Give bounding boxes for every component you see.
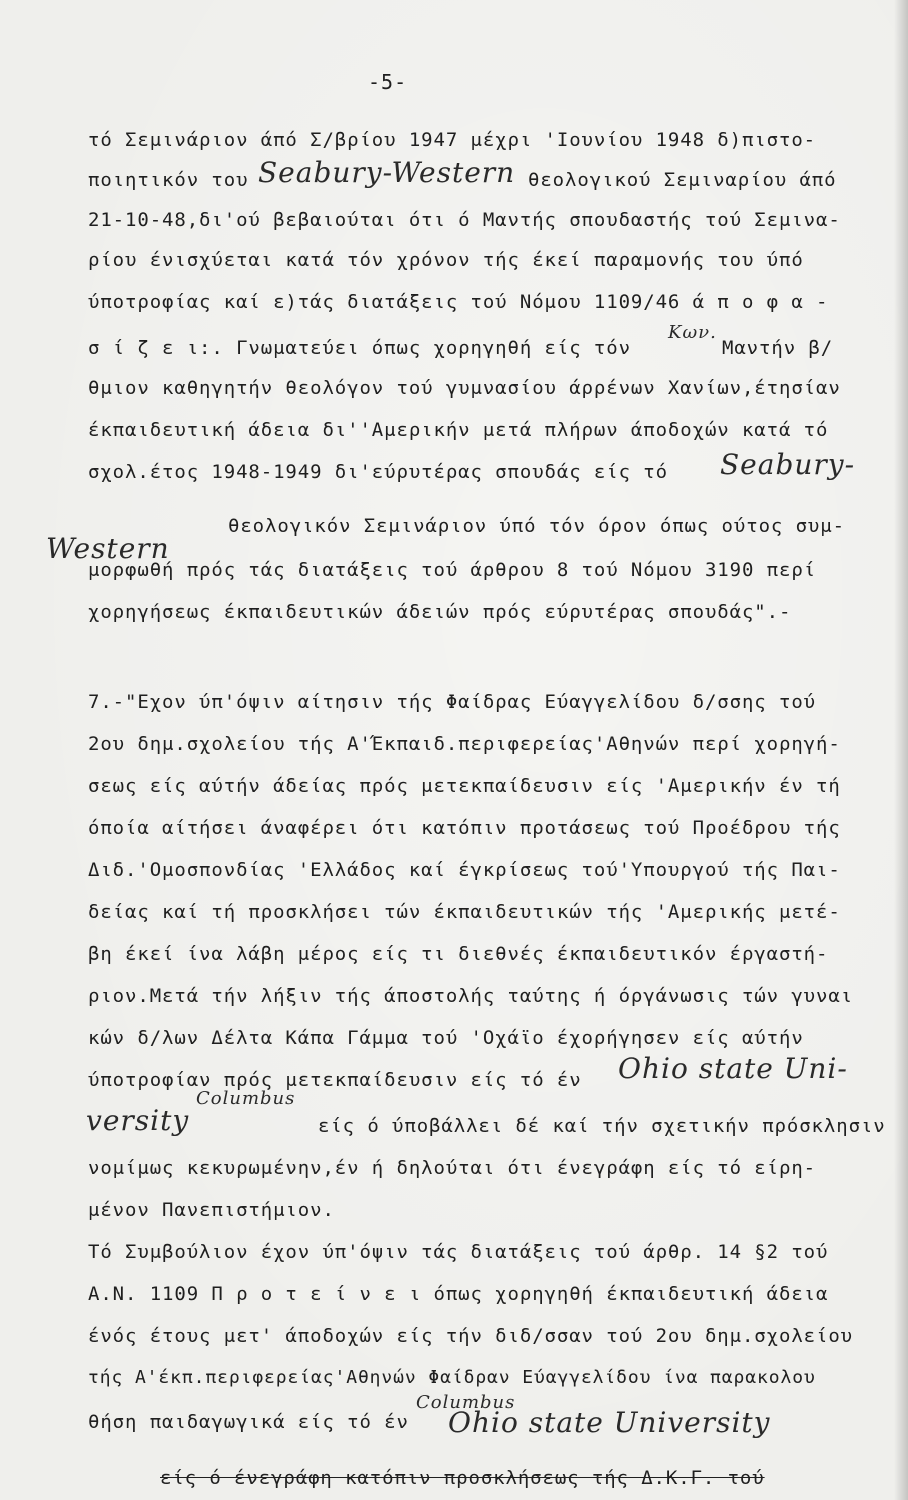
handwritten-columbus-2: Columbus: [416, 1392, 516, 1413]
text-line-2-start: ποιητικόν του: [88, 169, 249, 191]
text-line-6: σ ί ζ ε ι:. Γνωματεύει όπως χορηγηθή είς τόν: [88, 337, 631, 359]
text-line-29: τής Α'έκπ.περιφερείας'Αθηνών Φαίδραν Εύαγγελίδου ίνα παρακολου: [88, 1367, 816, 1388]
text-line-8: έκπαιδευτική άδεια δι''Αμερικήν μετά πλήρων άποδοχών κατά τό: [88, 419, 829, 441]
text-line-4: ρίου ένισχύεται κατά τόν χρόνον τής έκεί παραμονής του ύπό: [88, 249, 804, 271]
handwritten-seabury-2: Seabury-: [720, 448, 856, 481]
text-line-17: Διδ.'Ομοσπονδίας 'Ελλάδος καί έγκρίσεως τού'Υπουργού τής Παι-: [88, 859, 841, 881]
text-line-5: ύποτροφίας καί ε)τάς διατάξεις τού Νόμου 1109/46 ά π ο φ α -: [88, 291, 829, 313]
page-number: -5-: [368, 70, 408, 94]
text-line-12: χορηγήσεως έκπαιδευτικών άδειών πρός εύρυτέρας σπουδάς".-: [88, 601, 792, 623]
text-line-23: είς ό ύποβάλλει δέ καί τήν σχετικήν πρόσκλησιν: [318, 1115, 886, 1137]
text-line-26: Τό Συμβούλιον έχον ύπ'όψιν τάς διατάξεις τού άρθρ. 14 §2 τού: [88, 1241, 829, 1263]
text-line-25: μένον Πανεπιστήμιον.: [88, 1199, 335, 1221]
text-line-28: ένός έτους μετ' άποδοχών είς τήν διδ/σσαν τού 2ου δημ.σχολείου: [88, 1325, 854, 1347]
handwritten-seabury-western-1: Seabury-Western: [258, 156, 516, 189]
handwritten-versity-1: versity: [86, 1104, 190, 1137]
text-line-24: νομίμως κεκυρωμένην,έν ή δηλούται ότι ένεγράφη είς τό είρη-: [88, 1157, 816, 1179]
handwritten-kon: Κων.: [668, 322, 717, 343]
handwritten-western-2: Western: [46, 532, 170, 565]
text-line-6-end: Μαντήν β/: [722, 337, 834, 359]
text-line-22: ύποτροφίαν πρός μετεκπαίδευσιν είς τό έν: [88, 1069, 582, 1091]
text-line-16: όποία αίτήσει άναφέρει ότι κατόπιν προτάσεως τού Προέδρου τής: [88, 817, 841, 839]
handwritten-ohio-state-1: Ohio state Uni-: [618, 1052, 848, 1085]
handwritten-columbus-1: Columbus: [196, 1088, 296, 1109]
text-line-9: σχολ.έτος 1948-1949 δι'εύρυτέρας σπουδάς είς τό: [88, 461, 668, 483]
text-line-21: κών δ/λων Δέλτα Κάπα Γάμμα τού 'Οχάϊο έχορήγησεν είς αύτήν: [88, 1027, 804, 1049]
text-line-7: θμιον καθηγητήν θεολόγον τού γυμνασίου άρρένων Χανίων,έτησίαν: [88, 377, 841, 399]
text-line-27: Α.Ν. 1109 Π ρ ο τ ε ί ν ε ι όπως χορηγηθή έκπαιδευτική άδεια: [88, 1283, 829, 1305]
text-line-14: 2ου δημ.σχολείου τής Α'Έκπαιδ.περιφερείας'Αθηνών περί χορηγή-: [88, 733, 841, 755]
text-line-31-struck: είς ό ένεγράφη κατόπιν προσκλήσεως τής Δ.Κ.Γ. τού: [160, 1467, 765, 1489]
text-line-2: [88, 168, 248, 192]
text-line-15: σεως είς αύτήν άδείας πρός μετεκπαίδευσιν είς 'Αμερικήν έν τή: [88, 775, 841, 797]
text-line-13: 7.-"Εχον ύπ'όψιν αίτησιν τής Φαίδρας Εύαγγελίδου δ/σσης τού: [88, 691, 816, 713]
text-line-19: βη έκεί ίνα λάβη μέρος είς τι διεθνές έκπαιδευτικόν έργαστή-: [88, 943, 829, 965]
text-line-3: 21-10-48,δι'ού βεβαιούται ότι ό Μαντής σπουδαστής τού Σεμινα-: [88, 209, 841, 231]
text-line-20: ριον.Μετά τήν λήξιν τής άποστολής ταύτης ή όργάνωσις τών γυναι: [88, 985, 854, 1007]
text-line-11: μορφωθή πρός τάς διατάξεις τού άρθρου 8 τού Νόμου 3190 περί: [88, 559, 816, 581]
page-edge-shadow: [894, 0, 908, 1500]
text-line-2-end: θεολογικού Σεμιναρίου άπό: [528, 169, 837, 191]
text-line-18: δείας καί τή προσκλήσει τών έκπαιδευτικών τής 'Αμερικής μετέ-: [88, 901, 841, 923]
text-line-10: θεολογικόν Σεμινάριον ύπό τόν όρον όπως ούτος συμ-: [228, 515, 845, 537]
text-line-30: θήση παιδαγωγικά είς τό έν: [88, 1411, 409, 1433]
handwritten-ohio-state-2: Ohio state University: [448, 1406, 771, 1439]
text-line-1: τό Σεμινάριον άπό Σ/βρίου 1947 μέχρι 'Ιουνίου 1948 δ)πιστο-: [88, 129, 816, 151]
